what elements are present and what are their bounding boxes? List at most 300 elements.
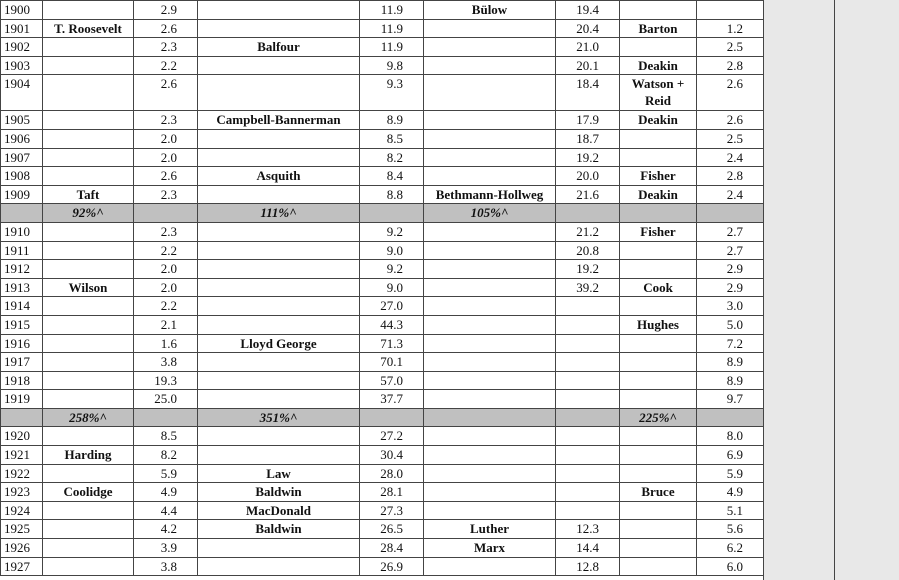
- de-leader-cell: [424, 483, 556, 502]
- au-leader-cell: [620, 297, 697, 316]
- uk-leader-cell: Baldwin: [198, 520, 360, 539]
- de-leader-cell: Bülow: [424, 1, 556, 20]
- us-value-cell: 25.0: [134, 390, 198, 409]
- au-leader-cell: Hughes: [620, 315, 697, 334]
- table-row: [1, 278, 764, 297]
- de-leader-cell: [424, 241, 556, 260]
- us-leader-cell: [43, 464, 134, 483]
- de-value-cell: 21.6: [556, 185, 620, 204]
- uk-leader-cell: Campbell-Bannerman: [198, 111, 360, 130]
- year-cell: 1922: [1, 464, 43, 483]
- blank-cell: [134, 408, 198, 427]
- uk-value-cell: 30.4: [360, 446, 424, 465]
- de-leader-cell: [424, 278, 556, 297]
- us-value-cell: 2.6: [134, 167, 198, 186]
- us-value-cell: 2.3: [134, 111, 198, 130]
- table-row: [1, 446, 764, 465]
- de-leader-cell: [424, 19, 556, 38]
- uk-leader-cell: Asquith: [198, 167, 360, 186]
- year-cell: 1900: [1, 1, 43, 20]
- au-leader-cell: [620, 557, 697, 576]
- au-value-cell: 5.0: [697, 315, 764, 334]
- uk-value-cell: 28.0: [360, 464, 424, 483]
- table-row: [1, 1, 764, 20]
- uk-leader-cell: [198, 371, 360, 390]
- uk-leader-cell: [198, 56, 360, 75]
- us-leader-cell: [43, 501, 134, 520]
- percent-change-row: [1, 408, 764, 427]
- au-leader-cell: [620, 353, 697, 372]
- de-value-cell: 21.0: [556, 38, 620, 57]
- side-panel-left: [763, 0, 834, 580]
- au-value-cell: 2.7: [697, 241, 764, 260]
- au-value-cell: 3.0: [697, 297, 764, 316]
- au-value-cell: 6.0: [697, 557, 764, 576]
- year-cell: 1920: [1, 427, 43, 446]
- uk-value-cell: 9.8: [360, 56, 424, 75]
- us-value-cell: 2.9: [134, 1, 198, 20]
- de-value-cell: 12.8: [556, 557, 620, 576]
- table-row: [1, 557, 764, 576]
- table-row: [1, 371, 764, 390]
- blank-cell: [134, 204, 198, 223]
- au-leader-cell: [620, 501, 697, 520]
- au-value-cell: 2.4: [697, 148, 764, 167]
- de-leader-cell: [424, 501, 556, 520]
- blank-cell: [697, 204, 764, 223]
- de-value-cell: 19.2: [556, 260, 620, 279]
- de-leader-cell: Luther: [424, 520, 556, 539]
- us-value-cell: 8.2: [134, 446, 198, 465]
- us-leader-cell: [43, 557, 134, 576]
- au-value-cell: 5.6: [697, 520, 764, 539]
- uk-value-cell: 27.3: [360, 501, 424, 520]
- au-leader-cell: Deakin: [620, 56, 697, 75]
- uk-value-cell: 26.5: [360, 520, 424, 539]
- uk-leader-cell: [198, 427, 360, 446]
- au-value-cell: 2.4: [697, 185, 764, 204]
- uk-leader-cell: [198, 278, 360, 297]
- de-leader-cell: [424, 297, 556, 316]
- uk-value-cell: 37.7: [360, 390, 424, 409]
- us-leader-cell: Harding: [43, 446, 134, 465]
- de-value-cell: 18.4: [556, 75, 620, 111]
- uk-leader-cell: Balfour: [198, 38, 360, 57]
- us-leader-cell: [43, 371, 134, 390]
- au-value-cell: 2.7: [697, 222, 764, 241]
- table-row: [1, 111, 764, 130]
- de-value-cell: 39.2: [556, 278, 620, 297]
- au-value-cell: 5.1: [697, 501, 764, 520]
- table-row: [1, 334, 764, 353]
- us-leader-cell: [43, 241, 134, 260]
- us-value-cell: 2.2: [134, 241, 198, 260]
- year-cell: 1904: [1, 75, 43, 111]
- de-value-cell: 19.2: [556, 148, 620, 167]
- table-row: [1, 297, 764, 316]
- au-leader-cell: [620, 334, 697, 353]
- year-cell: 1906: [1, 129, 43, 148]
- table-row: [1, 483, 764, 502]
- uk-leader-cell: [198, 148, 360, 167]
- percent-change-row: [1, 204, 764, 223]
- us-leader-cell: T. Roosevelt: [43, 19, 134, 38]
- au-value-cell: 8.9: [697, 353, 764, 372]
- de-value-cell: 20.0: [556, 167, 620, 186]
- de-pct-cell: [424, 408, 556, 427]
- uk-leader-cell: [198, 222, 360, 241]
- uk-value-cell: 70.1: [360, 353, 424, 372]
- de-value-cell: 18.7: [556, 129, 620, 148]
- uk-value-cell: 11.9: [360, 38, 424, 57]
- year-cell: 1908: [1, 167, 43, 186]
- de-value-cell: 21.2: [556, 222, 620, 241]
- year-cell: 1915: [1, 315, 43, 334]
- us-value-cell: 2.0: [134, 129, 198, 148]
- uk-value-cell: 11.9: [360, 19, 424, 38]
- de-pct-cell: 105%^: [424, 204, 556, 223]
- us-leader-cell: [43, 111, 134, 130]
- year-cell: 1918: [1, 371, 43, 390]
- uk-value-cell: 26.9: [360, 557, 424, 576]
- de-value-cell: [556, 297, 620, 316]
- uk-leader-cell: [198, 390, 360, 409]
- de-leader-cell: [424, 371, 556, 390]
- uk-leader-cell: [198, 557, 360, 576]
- year-cell: 1911: [1, 241, 43, 260]
- de-leader-cell: [424, 390, 556, 409]
- de-value-cell: [556, 334, 620, 353]
- au-leader-cell: [620, 390, 697, 409]
- de-value-cell: [556, 446, 620, 465]
- au-leader-cell: [620, 38, 697, 57]
- au-value-cell: 2.6: [697, 75, 764, 111]
- us-leader-cell: [43, 520, 134, 539]
- year-cell: 1903: [1, 56, 43, 75]
- year-cell: 1917: [1, 353, 43, 372]
- de-value-cell: 20.4: [556, 19, 620, 38]
- de-leader-cell: [424, 557, 556, 576]
- au-leader-cell: [620, 539, 697, 558]
- au-pct-cell: [620, 204, 697, 223]
- de-leader-cell: Bethmann-Hollweg: [424, 185, 556, 204]
- table-row: [1, 390, 764, 409]
- de-value-cell: [556, 501, 620, 520]
- uk-leader-cell: [198, 353, 360, 372]
- uk-value-cell: 8.2: [360, 148, 424, 167]
- au-leader-cell: Bruce: [620, 483, 697, 502]
- uk-value-cell: 9.2: [360, 222, 424, 241]
- us-leader-cell: [43, 297, 134, 316]
- table-row: [1, 185, 764, 204]
- us-leader-cell: Coolidge: [43, 483, 134, 502]
- us-value-cell: 3.8: [134, 557, 198, 576]
- uk-value-cell: 71.3: [360, 334, 424, 353]
- de-value-cell: 19.4: [556, 1, 620, 20]
- de-value-cell: [556, 353, 620, 372]
- table-row: [1, 427, 764, 446]
- de-leader-cell: [424, 56, 556, 75]
- uk-value-cell: 28.1: [360, 483, 424, 502]
- uk-value-cell: 9.0: [360, 278, 424, 297]
- us-leader-cell: [43, 1, 134, 20]
- au-leader-cell: [620, 427, 697, 446]
- us-leader-cell: Wilson: [43, 278, 134, 297]
- us-pct-cell: 92%^: [43, 204, 134, 223]
- uk-value-cell: 57.0: [360, 371, 424, 390]
- us-leader-cell: [43, 38, 134, 57]
- au-leader-cell: Fisher: [620, 222, 697, 241]
- au-value-cell: 6.2: [697, 539, 764, 558]
- year-cell: 1919: [1, 390, 43, 409]
- uk-value-cell: 27.0: [360, 297, 424, 316]
- de-value-cell: 12.3: [556, 520, 620, 539]
- de-leader-cell: [424, 260, 556, 279]
- au-leader-cell: [620, 446, 697, 465]
- au-leader-cell: [620, 371, 697, 390]
- au-leader-cell: [620, 520, 697, 539]
- au-leader-cell: [620, 241, 697, 260]
- uk-pct-cell: 111%^: [198, 204, 360, 223]
- year-cell: 1910: [1, 222, 43, 241]
- de-leader-cell: [424, 111, 556, 130]
- au-value-cell: 2.6: [697, 111, 764, 130]
- year-cell: 1921: [1, 446, 43, 465]
- year-cell: 1916: [1, 334, 43, 353]
- table-row: [1, 315, 764, 334]
- au-value-cell: 8.9: [697, 371, 764, 390]
- au-leader-cell: [620, 260, 697, 279]
- us-value-cell: 2.0: [134, 278, 198, 297]
- table-row: [1, 222, 764, 241]
- year-cell: 1905: [1, 111, 43, 130]
- us-leader-cell: [43, 353, 134, 372]
- table-body: [1, 1, 764, 576]
- au-value-cell: 2.8: [697, 167, 764, 186]
- de-value-cell: 14.4: [556, 539, 620, 558]
- year-cell: 1912: [1, 260, 43, 279]
- year-cell: 1901: [1, 19, 43, 38]
- us-value-cell: 5.9: [134, 464, 198, 483]
- uk-value-cell: 8.4: [360, 167, 424, 186]
- au-leader-cell: Watson + Reid: [620, 75, 697, 111]
- us-value-cell: 3.8: [134, 353, 198, 372]
- year-cell: 1923: [1, 483, 43, 502]
- us-value-cell: 3.9: [134, 539, 198, 558]
- us-value-cell: 4.4: [134, 501, 198, 520]
- us-value-cell: 2.1: [134, 315, 198, 334]
- au-value-cell: 1.2: [697, 19, 764, 38]
- us-value-cell: 2.0: [134, 148, 198, 167]
- blank-cell: [360, 204, 424, 223]
- de-value-cell: 20.8: [556, 241, 620, 260]
- us-leader-cell: [43, 334, 134, 353]
- table-row: [1, 148, 764, 167]
- uk-leader-cell: [198, 129, 360, 148]
- us-leader-cell: [43, 539, 134, 558]
- de-value-cell: [556, 390, 620, 409]
- au-value-cell: 5.9: [697, 464, 764, 483]
- blank-cell: [556, 204, 620, 223]
- au-value-cell: [697, 1, 764, 20]
- us-value-cell: 4.9: [134, 483, 198, 502]
- us-value-cell: 2.3: [134, 38, 198, 57]
- us-leader-cell: [43, 427, 134, 446]
- au-leader-cell: Fisher: [620, 167, 697, 186]
- us-leader-cell: [43, 260, 134, 279]
- blank-cell: [1, 204, 43, 223]
- blank-cell: [360, 408, 424, 427]
- us-leader-cell: Taft: [43, 185, 134, 204]
- de-leader-cell: Marx: [424, 539, 556, 558]
- au-value-cell: 2.5: [697, 129, 764, 148]
- uk-leader-cell: [198, 19, 360, 38]
- us-leader-cell: [43, 129, 134, 148]
- year-cell: 1924: [1, 501, 43, 520]
- au-leader-cell: Deakin: [620, 111, 697, 130]
- de-value-cell: [556, 464, 620, 483]
- us-leader-cell: [43, 56, 134, 75]
- us-leader-cell: [43, 390, 134, 409]
- year-cell: 1902: [1, 38, 43, 57]
- au-value-cell: 4.9: [697, 483, 764, 502]
- de-leader-cell: [424, 38, 556, 57]
- de-leader-cell: [424, 334, 556, 353]
- au-leader-cell: Barton: [620, 19, 697, 38]
- uk-pct-cell: 351%^: [198, 408, 360, 427]
- table-row: [1, 167, 764, 186]
- us-value-cell: 2.6: [134, 19, 198, 38]
- de-leader-cell: [424, 222, 556, 241]
- au-value-cell: 7.2: [697, 334, 764, 353]
- au-value-cell: 2.9: [697, 278, 764, 297]
- de-value-cell: [556, 315, 620, 334]
- us-leader-cell: [43, 75, 134, 111]
- uk-leader-cell: [198, 241, 360, 260]
- blank-cell: [1, 408, 43, 427]
- blank-cell: [556, 408, 620, 427]
- table-row: [1, 464, 764, 483]
- side-panel-right: [834, 0, 899, 580]
- table-row: [1, 38, 764, 57]
- au-value-cell: 6.9: [697, 446, 764, 465]
- uk-value-cell: 8.5: [360, 129, 424, 148]
- uk-leader-cell: [198, 315, 360, 334]
- uk-value-cell: 28.4: [360, 539, 424, 558]
- uk-value-cell: 9.3: [360, 75, 424, 111]
- us-leader-cell: [43, 167, 134, 186]
- de-leader-cell: [424, 446, 556, 465]
- uk-leader-cell: Law: [198, 464, 360, 483]
- table-row: [1, 260, 764, 279]
- uk-value-cell: 44.3: [360, 315, 424, 334]
- us-value-cell: 2.3: [134, 185, 198, 204]
- uk-value-cell: 9.2: [360, 260, 424, 279]
- table-row: [1, 75, 764, 111]
- uk-leader-cell: MacDonald: [198, 501, 360, 520]
- year-cell: 1926: [1, 539, 43, 558]
- de-value-cell: [556, 427, 620, 446]
- au-value-cell: 2.8: [697, 56, 764, 75]
- us-value-cell: 2.2: [134, 56, 198, 75]
- de-leader-cell: [424, 464, 556, 483]
- au-leader-cell: [620, 464, 697, 483]
- year-cell: 1913: [1, 278, 43, 297]
- au-leader-cell: [620, 148, 697, 167]
- uk-value-cell: 8.9: [360, 111, 424, 130]
- uk-leader-cell: Lloyd George: [198, 334, 360, 353]
- us-value-cell: 8.5: [134, 427, 198, 446]
- au-leader-cell: Deakin: [620, 185, 697, 204]
- au-value-cell: 8.0: [697, 427, 764, 446]
- au-leader-cell: [620, 129, 697, 148]
- us-value-cell: 2.3: [134, 222, 198, 241]
- table-row: [1, 19, 764, 38]
- uk-leader-cell: [198, 539, 360, 558]
- de-leader-cell: [424, 167, 556, 186]
- year-cell: 1907: [1, 148, 43, 167]
- table-row: [1, 241, 764, 260]
- uk-leader-cell: [198, 1, 360, 20]
- uk-value-cell: 11.9: [360, 1, 424, 20]
- year-cell: 1909: [1, 185, 43, 204]
- year-cell: 1925: [1, 520, 43, 539]
- uk-leader-cell: [198, 260, 360, 279]
- au-leader-cell: [620, 1, 697, 20]
- uk-leader-cell: [198, 185, 360, 204]
- us-value-cell: 4.2: [134, 520, 198, 539]
- de-value-cell: 17.9: [556, 111, 620, 130]
- table-row: [1, 56, 764, 75]
- au-pct-cell: 225%^: [620, 408, 697, 427]
- de-value-cell: 20.1: [556, 56, 620, 75]
- us-leader-cell: [43, 315, 134, 334]
- uk-leader-cell: [198, 446, 360, 465]
- us-value-cell: 1.6: [134, 334, 198, 353]
- table-row: [1, 501, 764, 520]
- de-value-cell: [556, 483, 620, 502]
- us-pct-cell: 258%^: [43, 408, 134, 427]
- au-value-cell: 9.7: [697, 390, 764, 409]
- de-leader-cell: [424, 75, 556, 111]
- table-row: [1, 353, 764, 372]
- uk-leader-cell: Baldwin: [198, 483, 360, 502]
- table-row: [1, 520, 764, 539]
- table-row: [1, 539, 764, 558]
- table-row: [1, 129, 764, 148]
- de-leader-cell: [424, 315, 556, 334]
- au-value-cell: 2.5: [697, 38, 764, 57]
- uk-leader-cell: [198, 297, 360, 316]
- uk-value-cell: 9.0: [360, 241, 424, 260]
- us-value-cell: 2.2: [134, 297, 198, 316]
- uk-value-cell: 27.2: [360, 427, 424, 446]
- us-leader-cell: [43, 148, 134, 167]
- au-value-cell: 2.9: [697, 260, 764, 279]
- year-cell: 1914: [1, 297, 43, 316]
- de-leader-cell: [424, 427, 556, 446]
- uk-leader-cell: [198, 75, 360, 111]
- blank-cell: [697, 408, 764, 427]
- au-leader-cell: Cook: [620, 278, 697, 297]
- de-value-cell: [556, 371, 620, 390]
- de-leader-cell: [424, 148, 556, 167]
- us-value-cell: 2.0: [134, 260, 198, 279]
- us-value-cell: 19.3: [134, 371, 198, 390]
- us-leader-cell: [43, 222, 134, 241]
- de-leader-cell: [424, 129, 556, 148]
- de-leader-cell: [424, 353, 556, 372]
